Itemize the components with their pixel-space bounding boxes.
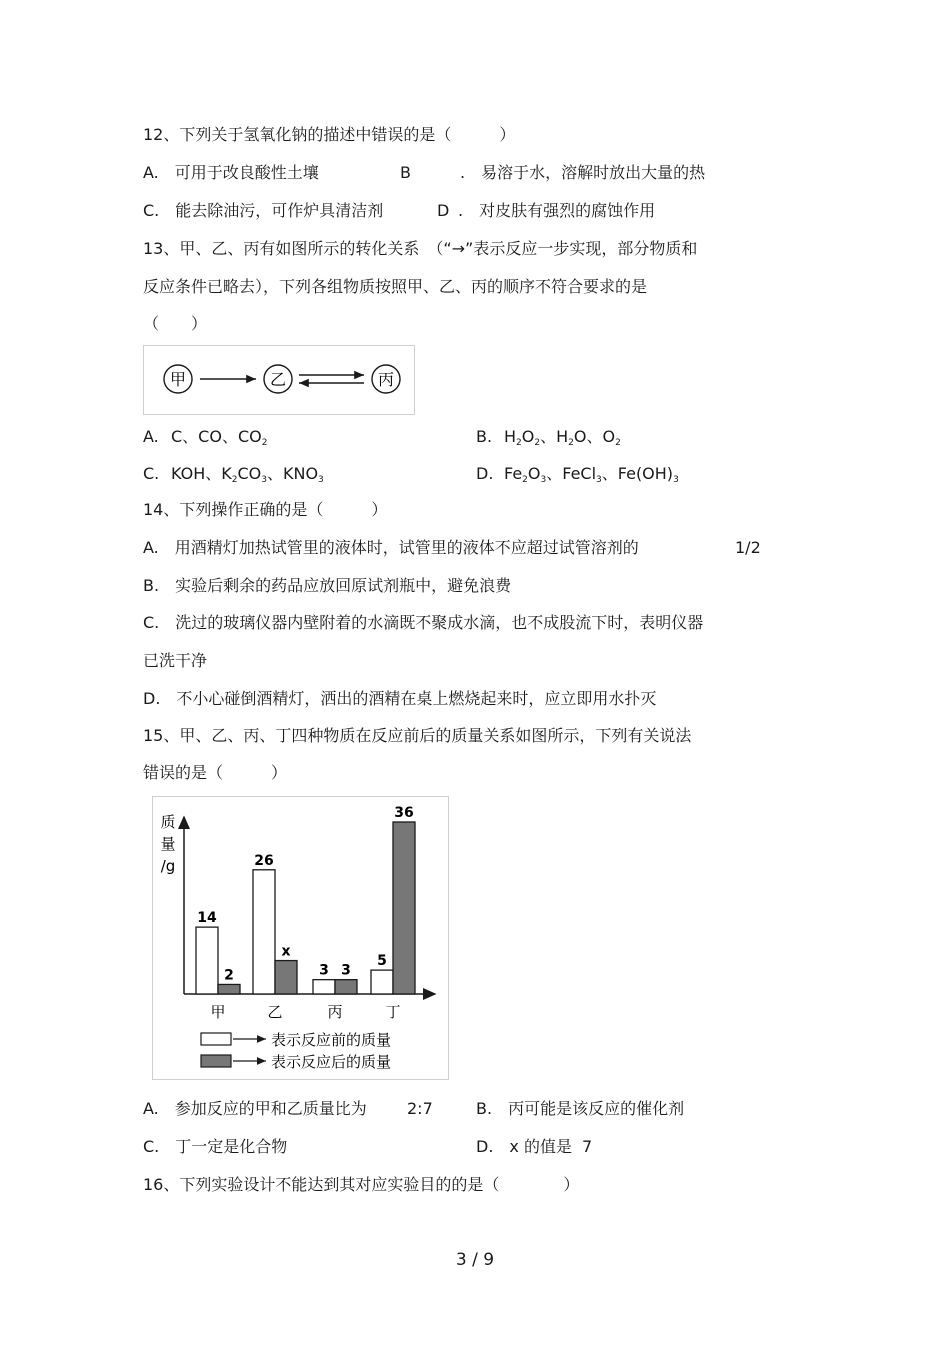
q13-option-d-part2: O	[527, 464, 541, 483]
bar-label-2-0: 3	[319, 962, 329, 979]
q13-stem-line3: （ ）	[143, 314, 208, 333]
node-yi-label: 乙	[269, 370, 287, 389]
q16-stem: 16、下列实验设计不能达到其对应实验目的的是（ ）	[143, 1175, 580, 1194]
q13-option-d-sub4: 3	[673, 475, 679, 485]
q14-option-d: D. 不小心碰倒酒精灯，洒出的酒精在桌上燃烧起来时，应立即用水扑灭	[143, 689, 657, 708]
q13-option-b-part4: O、O	[573, 427, 616, 446]
q14-option-b: B. 实验后剩余的药品应放回原试剂瓶中，避免浪费	[143, 576, 512, 595]
q13-option-b-sub2: 2	[534, 438, 541, 448]
q13-option-c-part1: KOH、K	[171, 464, 232, 483]
q13-option-c	[143, 463, 324, 491]
q15-option-d-value: 7	[582, 1137, 593, 1156]
q13-option-d-part4: 、Fe(OH)	[601, 464, 674, 483]
q15-option-a-value: 2:7	[407, 1099, 433, 1118]
q13-option-c-sub3: 3	[318, 475, 324, 485]
q13-option-b-sub1: 2	[516, 438, 522, 448]
q13-option-b-part3: 、H	[540, 427, 569, 446]
bar-0-1	[218, 984, 240, 994]
bar-1-0	[253, 870, 275, 994]
q13-option-c-letter: C.	[143, 464, 160, 483]
q15-option-a: A. 参加反应的甲和乙质量比为	[143, 1099, 367, 1118]
q13-stem-line1: 13、甲、乙、丙有如图所示的转化关系 （“→”表示反应一步实现，部分物质和	[143, 239, 698, 258]
legend-label-0: 表示反应前的质量	[271, 1031, 392, 1049]
bar-3-0	[371, 970, 393, 994]
q14-option-a-value: 1/2	[735, 538, 761, 557]
q13-option-b-part1: H	[504, 427, 517, 446]
bar-label-3-0: 5	[377, 953, 387, 970]
mass-bar-chart	[152, 796, 449, 1080]
q14-option-c-line1: C. 洗过的玻璃仪器内壁附着的水滴既不聚成水滴，也不成股流下时，表明仪器	[143, 613, 704, 632]
bar-2-0	[313, 980, 335, 994]
node-jia-label: 甲	[169, 370, 187, 389]
q14-option-a: A. 用酒精灯加热试管里的液体时，试管里的液体不应超过试管溶剂的	[143, 538, 639, 557]
q13-option-c-part2: CO	[237, 464, 262, 483]
q13-option-b-letter: B.	[476, 427, 493, 446]
node-jia	[164, 365, 192, 393]
legend-swatch-1	[201, 1055, 231, 1067]
bar-label-0-1: 2	[224, 967, 234, 984]
q14-option-c-line2: 已洗干净	[143, 651, 208, 670]
q14-stem: 14、下列操作正确的是（ ）	[143, 500, 388, 519]
q13-option-d	[476, 463, 679, 491]
bar-0-0	[196, 927, 218, 994]
legend-swatch-0	[201, 1033, 231, 1045]
y-axis-label-1: 量	[160, 835, 176, 853]
q13-option-b	[476, 426, 621, 454]
q12-option-d-letter: D	[437, 201, 450, 220]
node-bing-label: 丙	[377, 370, 395, 389]
q13-option-d-letter: D.	[476, 464, 494, 483]
q15-option-b: B. 丙可能是该反应的催化剂	[476, 1099, 685, 1118]
q13-option-c-part3: 、KNO	[266, 464, 319, 483]
x-tick-0: 甲	[210, 1003, 226, 1021]
page-number: 3 / 9	[455, 1250, 495, 1270]
q13-option-c-sub1: 2	[231, 475, 238, 485]
node-bing	[372, 365, 400, 393]
x-tick-2: 丙	[327, 1003, 343, 1021]
y-axis-label-2: /g	[160, 857, 176, 875]
q13-option-a-sub: 2	[261, 438, 268, 448]
bar-label-2-1: 3	[341, 962, 351, 979]
q13-option-a	[143, 426, 267, 454]
q13-stem-line2: 反应条件已略去），下列各组物质按照甲、乙、丙的顺序不符合要求的是	[143, 277, 648, 296]
q13-option-b-sub3: 2	[568, 438, 574, 448]
q13-option-d-part3: 、FeCl	[546, 464, 597, 483]
bar-label-1-1: x	[281, 943, 291, 960]
bar-label-3-1: 36	[394, 805, 414, 821]
q15-stem-line1: 15、甲、乙、丙、丁四种物质在反应前后的质量关系如图所示，下列有关说法	[143, 726, 692, 745]
q13-option-c-sub2: 3	[261, 475, 267, 485]
q13-option-d-sub2: 3	[540, 475, 547, 485]
q15-option-c: C. 丁一定是化合物	[143, 1137, 288, 1156]
q12-option-b-letter: B	[400, 163, 411, 182]
node-yi	[264, 365, 292, 393]
bar-label-0-0: 14	[197, 910, 217, 927]
q15-stem-line2: 错误的是（ ）	[143, 763, 288, 782]
q13-option-b-part2: O	[521, 427, 535, 446]
bar-3-1	[393, 822, 415, 994]
q12-stem: 12、下列关于氢氧化钠的描述中错误的是（ ）	[143, 125, 516, 144]
q13-option-d-part1: Fe	[504, 464, 523, 483]
legend-label-1: 表示反应后的质量	[271, 1053, 392, 1071]
q13-option-b-sub4: 2	[615, 438, 621, 448]
q12-option-d: . 对皮肤有强烈的腐蚀作用	[458, 201, 656, 220]
q12-option-b: . 易溶于水，溶解时放出大量的热	[460, 163, 706, 182]
bar-1-1	[275, 961, 297, 994]
y-axis-label-0: 质	[160, 813, 176, 831]
q15-option-d: D. x 的值是	[476, 1137, 572, 1156]
q12-option-c: C. 能去除油污，可作炉具清洁剂	[143, 201, 384, 220]
conversion-diagram	[143, 345, 415, 415]
q13-option-d-sub3: 3	[596, 475, 602, 485]
x-tick-1: 乙	[267, 1003, 283, 1021]
q13-option-a-letter: A.	[143, 427, 159, 446]
bar-2-1	[335, 980, 357, 994]
q13-option-a-text: C、CO、CO	[171, 427, 262, 446]
bar-label-1-0: 26	[254, 852, 274, 869]
q13-option-d-sub1: 2	[522, 475, 528, 485]
x-tick-3: 丁	[385, 1003, 401, 1021]
q12-option-a: A. 可用于改良酸性土壤	[143, 163, 319, 182]
